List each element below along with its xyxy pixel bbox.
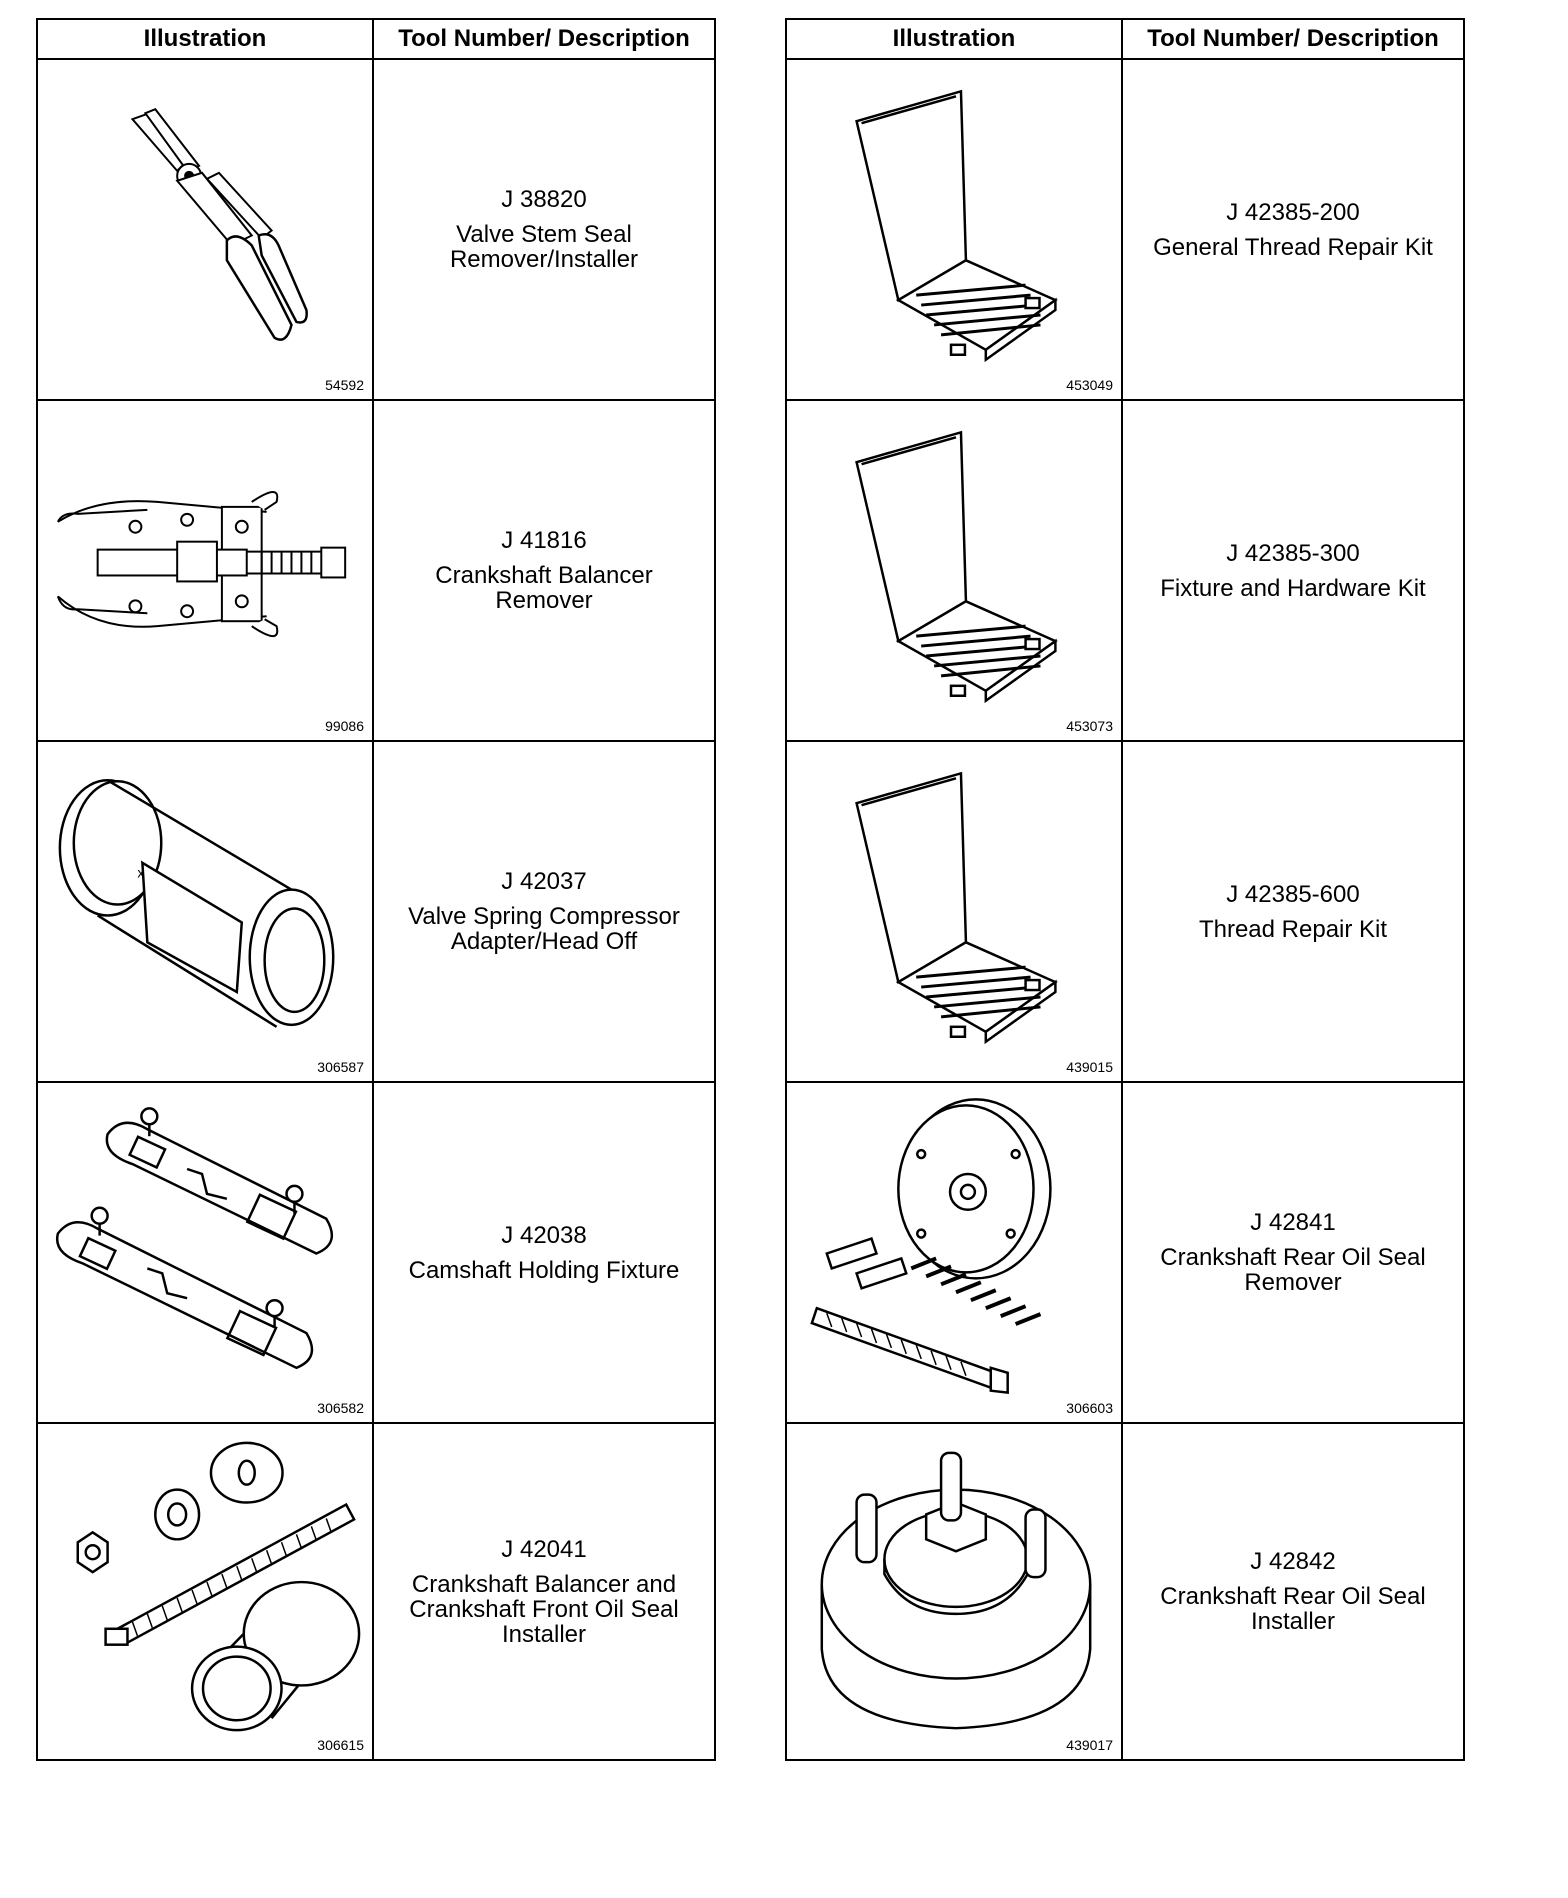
figure-number: 453073 bbox=[1066, 718, 1113, 734]
tool-number: J 42037 bbox=[501, 868, 587, 895]
balancer-installer-illustration bbox=[38, 1424, 372, 1759]
illustration-cell bbox=[787, 60, 1123, 399]
seal-pliers-illustration bbox=[38, 60, 372, 399]
tool-description-line: Camshaft Holding Fixture bbox=[408, 1256, 680, 1284]
tool-description-cell bbox=[374, 60, 714, 399]
tool-number: J 42385-300 bbox=[1226, 539, 1360, 567]
table-row bbox=[787, 60, 1463, 401]
table-row bbox=[787, 1424, 1463, 1759]
tool-description-cell bbox=[374, 401, 714, 740]
tool-description-cell bbox=[374, 742, 714, 1081]
tool-number: J 42041 bbox=[501, 1535, 587, 1563]
tool-description-cell bbox=[1123, 1424, 1463, 1759]
illustration-cell bbox=[787, 401, 1123, 740]
figure-number: 54592 bbox=[325, 377, 364, 393]
illustration-cell bbox=[38, 1424, 374, 1759]
tool-description-line: Installer bbox=[501, 1620, 587, 1648]
tool-number: J 42842 bbox=[1250, 1548, 1336, 1575]
illustration-cell bbox=[787, 1083, 1123, 1422]
tool-description-cell bbox=[374, 1424, 714, 1759]
tool-description-line: Valve Stem Seal bbox=[456, 221, 632, 248]
illustration-cell bbox=[787, 1424, 1123, 1759]
figure-number: 306615 bbox=[317, 1737, 364, 1753]
illustration-cell bbox=[38, 60, 374, 399]
table-header bbox=[787, 20, 1463, 60]
tool-number: J 38820 bbox=[501, 186, 587, 213]
table-row bbox=[787, 1083, 1463, 1424]
tool-description-line: Thread Repair Kit bbox=[1198, 915, 1388, 943]
tool-number: J 42385-600 bbox=[1226, 880, 1360, 908]
tool-number: J 42038 bbox=[501, 1221, 587, 1249]
table-row bbox=[38, 60, 714, 401]
tool-number: J 41816 bbox=[501, 527, 587, 554]
header-tool-description: Tool Number/ Description bbox=[1147, 25, 1439, 52]
balancer-remover-illustration bbox=[38, 401, 372, 740]
tool-description-line: General Thread Repair Kit bbox=[1153, 233, 1433, 261]
figure-number: 99086 bbox=[325, 718, 364, 734]
figure-number: 453049 bbox=[1066, 377, 1113, 393]
table-row bbox=[787, 401, 1463, 742]
rear-seal-installer-illustration bbox=[787, 1424, 1121, 1759]
illustration-cell bbox=[38, 742, 374, 1081]
tool-number: J 42385-200 bbox=[1226, 198, 1360, 226]
illustration-cell bbox=[38, 1083, 374, 1422]
hardware-kit-case-illustration bbox=[787, 401, 1121, 740]
tool-description-line: Crankshaft Balancer bbox=[435, 562, 653, 589]
header-tool-description: Tool Number/ Description bbox=[398, 25, 690, 52]
tools-table-right bbox=[785, 18, 1465, 1761]
table-row bbox=[38, 1424, 714, 1759]
tool-description-line: Installer bbox=[1250, 1608, 1336, 1635]
tool-description-line: Remover bbox=[1244, 1269, 1342, 1296]
tool-description-line: Fixture and Hardware Kit bbox=[1160, 574, 1426, 602]
tool-description-cell bbox=[1123, 401, 1463, 740]
svg-text:x: x bbox=[137, 864, 145, 881]
camshaft-fixture-illustration bbox=[38, 1083, 372, 1422]
table-row bbox=[38, 742, 714, 1083]
tool-description-line: Valve Spring Compressor bbox=[408, 903, 680, 930]
table-header bbox=[38, 20, 714, 60]
table-row bbox=[787, 742, 1463, 1083]
tool-description-line: Crankshaft Rear Oil Seal bbox=[1160, 1583, 1426, 1610]
figure-number: 439017 bbox=[1066, 1737, 1113, 1753]
table-row bbox=[38, 401, 714, 742]
header-illustration: Illustration bbox=[38, 20, 374, 58]
illustration-cell bbox=[787, 742, 1123, 1081]
tool-description-line: Crankshaft Balancer and bbox=[411, 1570, 677, 1598]
tool-description-line: Crankshaft Rear Oil Seal bbox=[1160, 1244, 1426, 1271]
tool-description-line: Remover/Installer bbox=[449, 246, 639, 273]
tools-table-left bbox=[36, 18, 716, 1761]
header-illustration: Illustration bbox=[787, 20, 1123, 58]
compressor-adapter-illustration bbox=[38, 742, 372, 1081]
table-row bbox=[38, 1083, 714, 1424]
tool-description-cell bbox=[1123, 742, 1463, 1081]
tool-description-line: Crankshaft Front Oil Seal bbox=[409, 1595, 679, 1623]
tool-number: J 42841 bbox=[1250, 1209, 1336, 1236]
tool-description-cell bbox=[1123, 60, 1463, 399]
illustration-cell bbox=[38, 401, 374, 740]
figure-number: 439015 bbox=[1066, 1059, 1113, 1075]
figure-number: 306582 bbox=[317, 1400, 364, 1416]
figure-number: 306587 bbox=[317, 1059, 364, 1075]
thread-repair-kit-case-illustration bbox=[787, 742, 1121, 1081]
tool-description-line: Remover bbox=[495, 587, 593, 614]
figure-number: 306603 bbox=[1066, 1400, 1113, 1416]
tool-description-cell bbox=[374, 1083, 714, 1422]
tool-description-cell bbox=[1123, 1083, 1463, 1422]
thread-repair-case-illustration bbox=[787, 60, 1121, 399]
tool-description-line: Adapter/Head Off bbox=[450, 928, 638, 955]
rear-seal-remover-illustration bbox=[787, 1083, 1121, 1422]
